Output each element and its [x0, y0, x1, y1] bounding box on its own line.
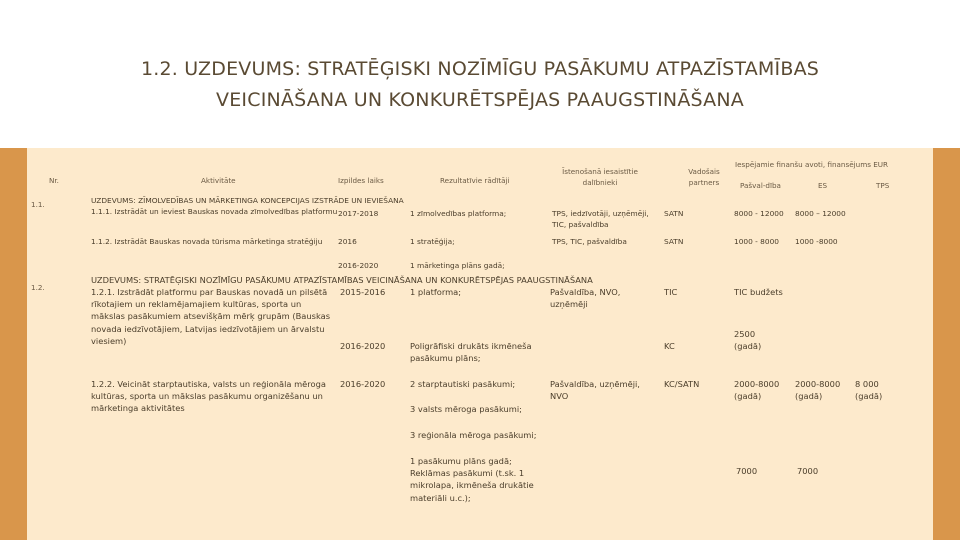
activity-1-1-2: 1.1.2. Izstrādāt Bauskas novada tūrisma mārketinga stratēģiju — [91, 237, 323, 246]
row-nr-1-2: 1.2. — [31, 283, 45, 292]
tps-1-2-2: 8 000 (gadā) — [855, 379, 883, 402]
header-eu: ES — [818, 181, 828, 190]
lead-1-2-2: KC/SATN — [664, 379, 700, 389]
title-line-1: 1.2. UZDEVUMS: STRATĒĢISKI NOZĪMĪGU PASĀKUMU ATPAZĪSTAMĪBAS — [140, 58, 820, 80]
lead-1-2-1-b: KC — [664, 341, 675, 351]
partners-1-2-1: Pašvaldība, NVO, uzņēmēji — [550, 287, 621, 310]
own-1-1-1: 8000 - 12000 — [734, 209, 784, 218]
header-indicator: Rezultatīvie rādītāji — [440, 176, 510, 185]
lead-1-2-1: TIC — [664, 287, 678, 297]
period-1-1-2-b: 2016-2020 — [338, 261, 379, 270]
indicator-1-1-1: 1 zīmolvedības platforma; — [410, 209, 507, 218]
page-title — [0, 54, 960, 116]
header-nr: Nr. — [49, 176, 59, 185]
activity-1-2-2: 1.2.2. Veicināt starptautiska, valsts un reģionāla mēroga kultūras, sporta un mākslas pasākumu organizēšanu un mārketinga aktivitātes — [91, 379, 326, 414]
header-partners: Īstenošanā iesaistītie dalībnieki — [562, 167, 638, 187]
header-activity: Aktivitāte — [201, 176, 236, 185]
header-own: Pašval-dība — [740, 181, 781, 190]
header-lead: Vadošais partners — [688, 167, 720, 187]
own-1-2-2-b: 7000 — [736, 466, 758, 476]
own-1-2-2: 2000-8000 (gadā) — [734, 379, 780, 402]
row-nr-1-1: 1.1. — [31, 200, 45, 209]
task-heading-1-1: UZDEVUMS: ZĪMOLVEDĪBAS UN MĀRKETINGA KONCEPCIJAS IZSTRĀDE UN IEVIEŠANA — [91, 196, 404, 205]
header-funding: Iespējamie finanšu avoti, finansējums EUR — [735, 160, 889, 169]
partners-1-1-1: TPS, iedzīvotāji, uzņēmēji, TIC, pašvaldība — [552, 209, 649, 229]
period-1-2-1: 2015-2016 — [340, 287, 386, 297]
own-1-1-2: 1000 - 8000 — [734, 237, 779, 246]
period-1-2-2: 2016-2020 — [340, 379, 386, 389]
partners-1-1-2: TPS, TIC, pašvaldība — [552, 237, 627, 246]
header-period: Izpildes laiks — [338, 176, 384, 185]
task-heading-1-2: UZDEVUMS: STRATĒĢISKI NOZĪMĪGU PASĀKUMU ATPAZĪSTAMĪBAS VEICINĀŠANA UN KONKURĒTSPĒJAS PAAUGSTINĀŠANA — [91, 275, 593, 285]
partners-1-2-2: Pašvaldība, uzņēmēji, NVO — [550, 379, 640, 402]
header-tps: TPS — [876, 181, 890, 190]
lead-1-1-1: SATN — [664, 209, 684, 218]
indicator-1-2-2-d: 1 pasākumu plāns gadā; Reklāmas pasākumi (t.sk. 1 mikrolapa, ikmēneša drukātie materiāli u.c.); — [410, 456, 534, 503]
eu-1-1-1: 8000 – 12000 — [795, 209, 846, 218]
own-1-2-1-b: 2500 (gadā) — [734, 329, 762, 352]
period-1-1-1: 2017-2018 — [338, 209, 379, 218]
own-1-2-1: TIC budžets — [734, 287, 783, 297]
indicator-1-1-2-b: 1 mārketinga plāns gadā; — [410, 261, 505, 270]
lead-1-1-2: SATN — [664, 237, 684, 246]
activity-1-2-1: 1.2.1. Izstrādāt platformu par Bauskas novadā un pilsētā rīkotajiem un reklamējamajiem kultūras, sporta un mākslas pasākumiem atsevišķām mērķ grupām (Bauskas novada iedzīvotājiem, Latvijas iedzīvotājiem un ārvalstu viesiem) — [91, 287, 331, 346]
indicator-1-2-2-c: 3 reģionāla mēroga pasākumi; — [410, 430, 537, 440]
eu-1-1-2: 1000 -8000 — [795, 237, 838, 246]
eu-1-2-2: 2000-8000 (gadā) — [795, 379, 841, 402]
period-1-2-1-b: 2016-2020 — [340, 341, 386, 351]
period-1-1-2: 2016 — [338, 237, 357, 246]
indicator-1-2-1: 1 platforma; — [410, 287, 462, 297]
activity-1-1-1: 1.1.1. Izstrādāt un ieviest Bauskas novada zīmolvedības platformu — [91, 207, 338, 216]
indicator-1-2-1-b: Poligrāfiski drukāts ikmēneša pasākumu plāns; — [410, 341, 532, 364]
title-line-2: VEICINĀŠANA UN KONKURĒTSPĒJAS PAAUGSTINĀŠANA — [216, 89, 744, 111]
indicator-1-2-2-a: 2 starptautiski pasākumi; — [410, 379, 516, 389]
eu-1-2-2-b: 7000 — [797, 466, 819, 476]
indicator-1-1-2: 1 stratēģija; — [410, 237, 455, 246]
indicator-1-2-2-b: 3 valsts mēroga pasākumi; — [410, 404, 522, 414]
